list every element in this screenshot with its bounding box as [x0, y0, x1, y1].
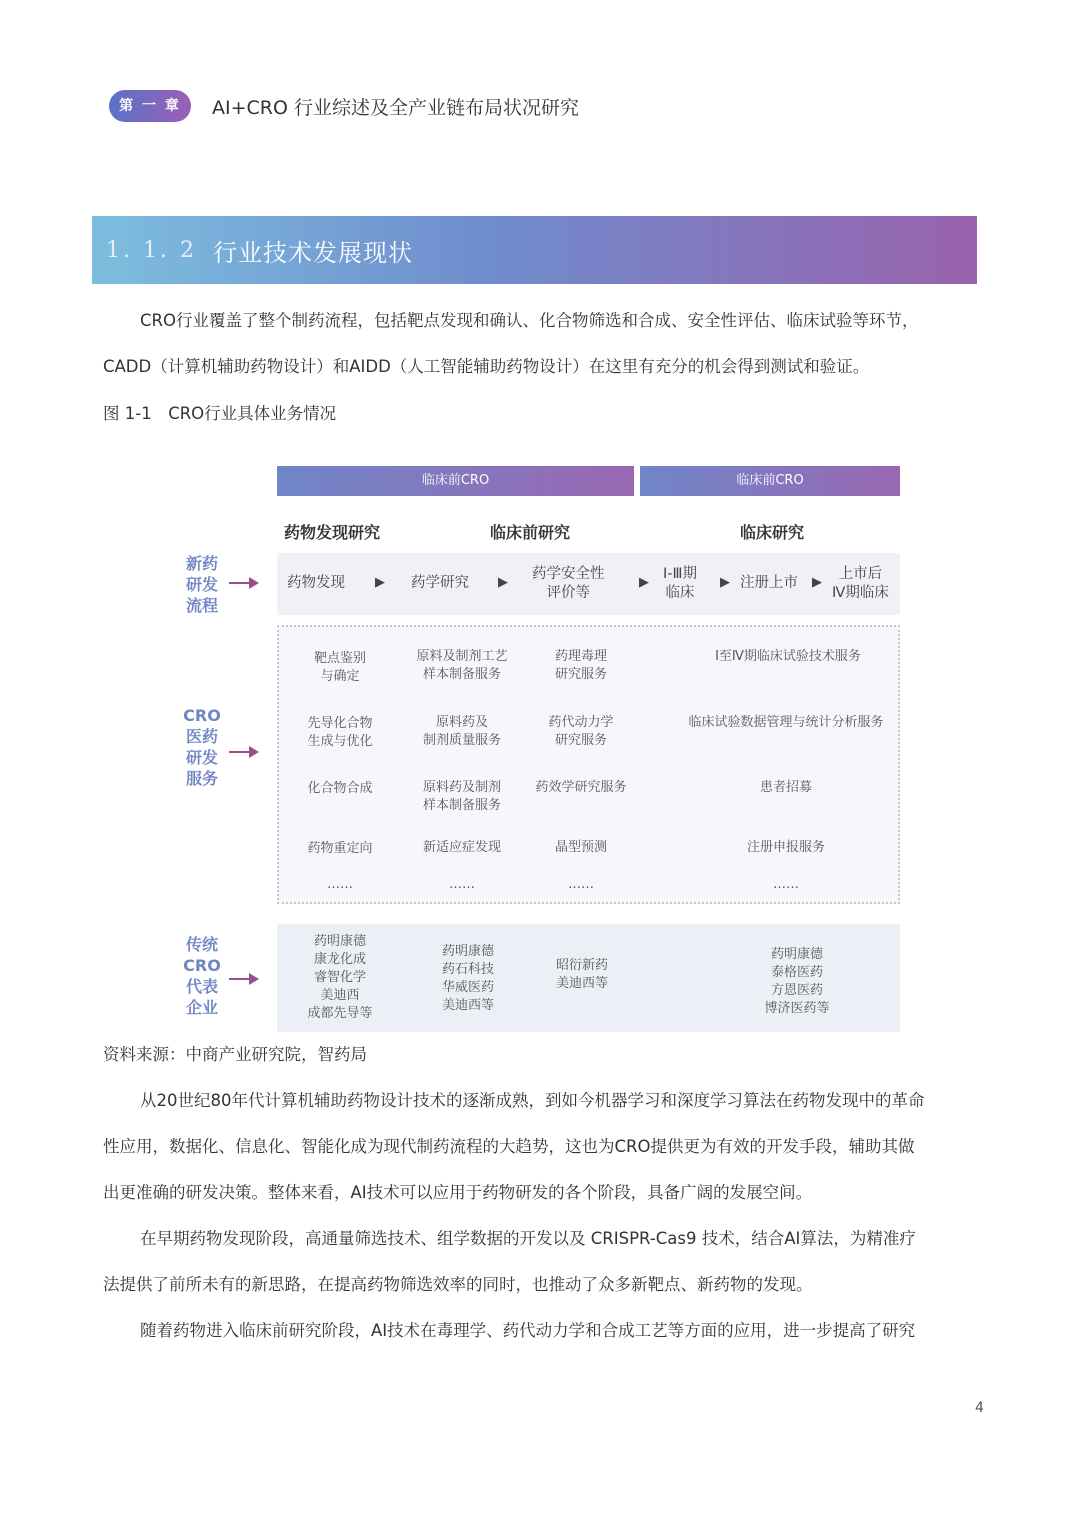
service-line: 原料及制剂工艺	[416, 649, 508, 664]
service-line: 样本制备服务	[422, 667, 502, 682]
paragraph-line: 从20世纪80年代计算机辅助药物设计技术的逐渐成熟，到如今机器学习和深度学习算法在药物发现中的革命	[140, 1091, 925, 1110]
row-arrow-icon	[229, 742, 259, 762]
service-line: 原料药及制剂	[422, 780, 502, 795]
service-cell	[423, 779, 501, 815]
flow-arrow-icon: ▶	[375, 575, 385, 590]
flow-arrow-icon: ▶	[812, 575, 822, 590]
company-name: 康龙化成	[313, 952, 367, 967]
flow-step-line: 药学安全性	[532, 566, 605, 582]
flow-step: 药物发现	[287, 575, 345, 591]
flow-step: 注册上市	[740, 575, 798, 591]
row-arrow-icon	[229, 969, 259, 989]
service-line: 先导化合物	[307, 716, 373, 731]
company-name: 药明康德	[313, 934, 367, 949]
body-paragraph	[103, 1078, 989, 1216]
flow-step-line: 上市后	[838, 566, 883, 582]
stage-title: 临床研究	[740, 523, 805, 542]
service-cell: 注册申报服务	[746, 840, 826, 855]
service-cell: ……	[449, 877, 475, 892]
service-line: 制剂质量服务	[422, 733, 502, 748]
service-line: 样本制备服务	[422, 798, 502, 813]
company-name: 美迪西等	[555, 976, 609, 991]
company-name: 药明康德	[441, 944, 495, 959]
service-cell	[423, 714, 501, 750]
service-line: 研究服务	[554, 667, 608, 682]
section-number: 1. 1. 2	[106, 237, 197, 263]
body-paragraph	[103, 1216, 989, 1308]
service-cell: Ⅰ至Ⅳ期临床试验技术服务	[715, 649, 861, 664]
row-label-line: 流程	[185, 596, 218, 615]
flow-step: 药学研究	[411, 575, 469, 591]
service-cell	[548, 714, 613, 750]
flow-arrow-icon: ▶	[639, 575, 649, 590]
source-note: 资料来源：中商产业研究院，智药局	[103, 1045, 367, 1064]
row-label-cro	[178, 705, 226, 789]
service-line: 生成与优化	[307, 734, 373, 749]
section-title: 行业技术发展现状	[212, 238, 413, 267]
row-label-line: 企业	[185, 998, 218, 1017]
row-arrow-icon	[229, 573, 259, 593]
company-name: 博济医药等	[764, 1001, 830, 1016]
company-name: 药明康德	[770, 947, 824, 962]
company-list	[307, 933, 372, 1023]
service-cell: ……	[568, 877, 594, 892]
service-cell: 新适应症发现	[422, 840, 502, 855]
flow-step-line: 评价等	[546, 585, 590, 601]
paragraph-line: 随着药物进入临床前研究阶段，AI技术在毒理学、药代动力学和合成工艺等方面的应用，进一步提高了研究	[140, 1321, 916, 1340]
section-banner	[92, 216, 977, 284]
figure-header-clinical: 临床前CRO	[640, 466, 900, 496]
company-name: 美迪西	[320, 988, 360, 1003]
row-label-line: CRO	[183, 706, 221, 725]
paragraph-line: 出更准确的研发决策。整体来看，AI技术可以应用于药物研发的各个阶段，具备广阔的发展空间。	[103, 1183, 813, 1202]
service-line: 药理毒理	[554, 649, 608, 664]
body-paragraph	[103, 1308, 989, 1354]
service-line: 研究服务	[554, 733, 608, 748]
service-cell: 化合物合成	[307, 781, 373, 796]
company-name: 成都先导等	[307, 1006, 373, 1021]
service-cell	[555, 648, 607, 684]
service-line: 靶点鉴别	[313, 651, 367, 666]
flow-arrow-icon: ▶	[498, 575, 508, 590]
company-list	[442, 943, 494, 1015]
intro-line: CADD（计算机辅助药物设计）和AIDD（人工智能辅助药物设计）在这里有充分的机会得到测试和验证。	[103, 357, 870, 376]
company-name: 昭衍新药	[555, 958, 609, 973]
service-cell: 临床试验数据管理与统计分析服务	[688, 715, 884, 730]
service-cell: ……	[327, 877, 353, 892]
row-label-line: 传统	[185, 935, 218, 954]
row-label-line: CRO	[183, 956, 221, 975]
figure-header-preclinical: 临床前CRO	[277, 466, 634, 496]
paragraph-line: 性应用，数据化、信息化、智能化成为现代制药流程的大趋势，这也为CRO提供更为有效的开发手段，辅助其做	[103, 1137, 915, 1156]
flow-arrow-icon: ▶	[720, 575, 730, 590]
service-cell: 患者招募	[759, 780, 813, 795]
figure-caption: 图 1-1 CRO行业具体业务情况	[103, 404, 337, 423]
flow-step	[832, 565, 889, 603]
service-cell: 药物重定向	[307, 841, 373, 856]
chapter-title: AI+CRO 行业综述及全产业链布局状况研究	[212, 97, 579, 119]
paragraph-line: 在早期药物发现阶段，高通量筛选技术、组学数据的开发以及 CRISPR-Cas9 技术，结合AI算法，为精准疗	[140, 1229, 916, 1248]
stage-title: 临床前研究	[490, 523, 571, 542]
row-label-line: 新药	[185, 554, 218, 573]
row-label-line: 医药	[185, 727, 218, 746]
service-cell: ……	[773, 877, 799, 892]
company-name: 药石科技	[441, 962, 495, 977]
row-label-flow	[178, 553, 226, 616]
service-cell: 药效学研究服务	[535, 780, 627, 795]
stage-title: 药物发现研究	[284, 523, 381, 542]
row-label-line: 服务	[185, 769, 218, 788]
flow-step-line: 临床	[665, 585, 695, 601]
company-name: 方恩医药	[770, 983, 824, 998]
row-label-traditional	[178, 934, 226, 1018]
paragraph-line: 法提供了前所未有的新思路，在提高药物筛选效率的同时，也推动了众多新靶点、新药物的发现。	[103, 1275, 813, 1294]
chapter-badge: 第 一 章	[109, 90, 191, 122]
service-line: 药代动力学	[548, 715, 614, 730]
service-cell	[416, 648, 507, 684]
row-label-line: 代表	[185, 977, 218, 996]
company-name: 华威医药	[441, 980, 495, 995]
flow-step	[532, 565, 605, 603]
service-line: 与确定	[320, 669, 360, 684]
company-list	[556, 957, 608, 993]
service-cell	[314, 650, 366, 686]
service-line: 原料药及	[435, 715, 489, 730]
flow-step-line: Ⅳ期临床	[832, 585, 889, 601]
service-cell: 晶型预测	[554, 840, 608, 855]
row-label-line: 研发	[185, 748, 218, 767]
company-name: 睿智化学	[313, 970, 367, 985]
service-cell	[307, 715, 372, 751]
flow-step	[663, 565, 697, 603]
company-name: 美迪西等	[441, 998, 495, 1013]
page-number: 4	[975, 1400, 984, 1416]
row-label-line: 研发	[185, 575, 218, 594]
company-list	[764, 946, 829, 1018]
company-name: 泰格医药	[770, 965, 824, 980]
intro-paragraph	[103, 298, 989, 390]
flow-step-line: Ⅰ-Ⅲ期	[663, 566, 698, 582]
intro-line: CRO行业覆盖了整个制药流程，包括靶点发现和确认、化合物筛选和合成、安全性评估、临床试验等环节，	[140, 311, 919, 330]
